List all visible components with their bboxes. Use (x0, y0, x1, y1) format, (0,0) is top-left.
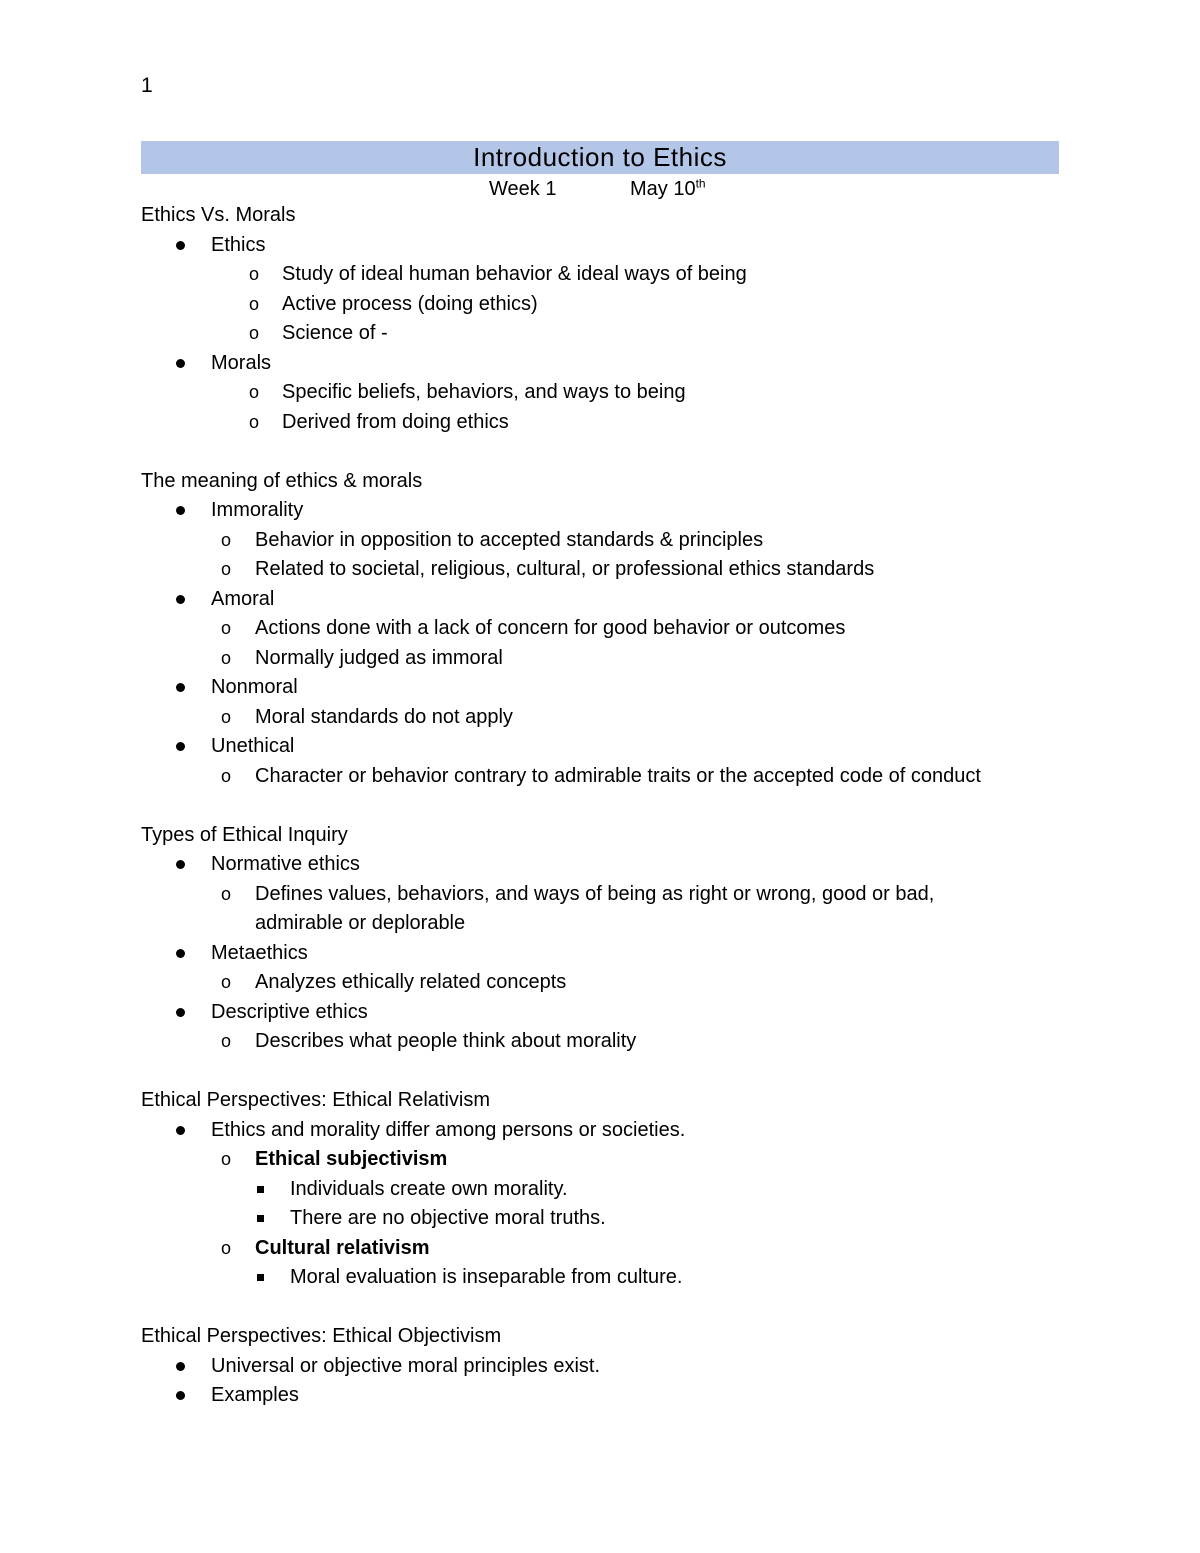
list-item (0, 1027, 1200, 1057)
bullet-square-icon (257, 1274, 264, 1281)
date-label (630, 175, 706, 203)
line-text: Amoral (211, 587, 275, 610)
bullet-circle-icon: o (221, 559, 232, 579)
line-text: Derived from doing ethics (282, 410, 509, 433)
document-title: Introduction to Ethics (141, 141, 1059, 174)
list-item (0, 319, 1200, 349)
line-text: Descriptive ethics (211, 1000, 368, 1023)
line-text: Ethical Perspectives: Ethical Relativism (141, 1089, 491, 1111)
bullet-circle-icon: o (249, 264, 260, 284)
line-text: Describes what people think about morality (255, 1030, 637, 1052)
bullet-circle-icon: o (249, 323, 260, 343)
bullet-circle-icon: o (249, 382, 260, 402)
bullet-dot-icon (176, 241, 185, 250)
bullet-dot-icon (176, 683, 185, 692)
list-item (0, 231, 1200, 261)
list-item (0, 408, 1200, 438)
line-text: Ethical Perspectives: Ethical Objectivism (141, 1325, 502, 1347)
list-item (0, 850, 1200, 880)
blank-line (0, 1293, 1200, 1323)
bullet-dot-icon (176, 1362, 185, 1371)
list-item (0, 644, 1200, 674)
line-text: Immorality (211, 499, 304, 521)
line-text: Normally judged as immoral (255, 646, 503, 669)
line-text: Character or behavior contrary to admirable traits or the accepted code of conduct (255, 764, 981, 787)
line-text: admirable or deplorable (255, 912, 466, 934)
line-text: Examples (211, 1384, 299, 1406)
line-text: Analyzes ethically related concepts (255, 971, 567, 993)
list-item (0, 585, 1200, 615)
line-text: Normative ethics (211, 853, 360, 875)
bullet-circle-icon: o (221, 1031, 232, 1051)
section-heading (0, 1322, 1200, 1352)
line-text: Individuals create own morality. (290, 1177, 568, 1200)
date-superscript: th (695, 176, 706, 191)
bullet-circle-icon: o (221, 647, 232, 668)
bullet-dot-icon (176, 860, 185, 869)
bullet-circle-icon: o (221, 1237, 232, 1258)
bullet-circle-icon: o (221, 1149, 232, 1169)
list-item (0, 1263, 1200, 1293)
bullet-circle-icon: o (221, 618, 232, 638)
line-text: Moral standards do not apply (255, 705, 513, 728)
list-item (0, 998, 1200, 1028)
list-item (0, 526, 1200, 556)
line-text: Ethics Vs. Morals (141, 204, 296, 226)
list-item (0, 555, 1200, 585)
bullet-square-icon (257, 1215, 264, 1222)
bullet-dot-icon (176, 595, 185, 604)
section-heading (0, 467, 1200, 497)
list-item (0, 260, 1200, 290)
list-item (0, 496, 1200, 526)
bullet-dot-icon (176, 949, 185, 958)
bullet-circle-icon: o (249, 293, 260, 314)
list-item (0, 1234, 1200, 1264)
line-text: Types of Ethical Inquiry (141, 823, 348, 846)
line-text: There are no objective moral truths. (290, 1207, 606, 1229)
list-item (0, 939, 1200, 969)
list-item (0, 1381, 1200, 1411)
list-item (0, 1352, 1200, 1382)
bullet-dot-icon (176, 742, 185, 751)
section-heading (0, 1086, 1200, 1116)
line-text: Moral evaluation is inseparable from culture. (290, 1266, 683, 1288)
bullet-dot-icon (176, 1391, 185, 1400)
page-number: 1 (141, 74, 153, 97)
list-item (0, 378, 1200, 408)
bullet-dot-icon (176, 506, 185, 515)
list-item (0, 673, 1200, 703)
line-text: Universal or objective moral principles exist. (211, 1354, 601, 1377)
blank-line (0, 1057, 1200, 1087)
list-item (0, 909, 1200, 939)
list-item (0, 614, 1200, 644)
list-item (0, 1204, 1200, 1234)
line-text: Specific beliefs, behaviors, and ways to being (282, 381, 686, 403)
list-item (0, 703, 1200, 733)
bullet-square-icon (257, 1186, 264, 1193)
blank-line (0, 437, 1200, 467)
list-item (0, 349, 1200, 379)
bullet-dot-icon (176, 359, 185, 368)
line-text: Active process (doing ethics) (282, 292, 538, 315)
line-text: Metaethics (211, 941, 308, 964)
blank-line (0, 791, 1200, 821)
week-label: Week 1 (489, 178, 557, 200)
list-item (0, 1116, 1200, 1146)
list-item (0, 732, 1200, 762)
bullet-dot-icon (176, 1126, 185, 1135)
bullet-circle-icon: o (221, 765, 232, 786)
line-text: Unethical (211, 735, 295, 757)
bullet-circle-icon: o (249, 411, 260, 432)
line-text: Behavior in opposition to accepted standards & principles (255, 528, 764, 551)
list-item (0, 290, 1200, 320)
section-heading (0, 201, 1200, 231)
bullet-circle-icon: o (221, 972, 232, 992)
line-text: Related to societal, religious, cultural, or professional ethics standards (255, 558, 875, 580)
list-item (0, 880, 1200, 910)
line-text: Study of ideal human behavior & ideal ways of being (282, 263, 747, 285)
list-item (0, 968, 1200, 998)
bullet-dot-icon (176, 1008, 185, 1017)
bullet-circle-icon: o (221, 706, 232, 727)
date-text: May 10 (630, 178, 696, 200)
line-text: Ethics (211, 233, 266, 256)
line-text: Ethical subjectivism (255, 1148, 448, 1170)
line-text: Actions done with a lack of concern for good behavior or outcomes (255, 617, 846, 639)
section-heading (0, 821, 1200, 851)
list-item (0, 762, 1200, 792)
bullet-circle-icon: o (221, 883, 232, 904)
line-text: Nonmoral (211, 676, 298, 698)
list-item (0, 1175, 1200, 1205)
line-text: Ethics and morality differ among persons or societies. (211, 1118, 686, 1141)
line-text: Cultural relativism (255, 1236, 430, 1259)
line-text: Defines values, behaviors, and ways of being as right or wrong, good or bad, (255, 882, 935, 905)
list-item (0, 1145, 1200, 1175)
line-text: Science of - (282, 322, 388, 344)
line-text: Morals (211, 351, 272, 374)
bullet-circle-icon: o (221, 529, 232, 550)
outline-content (0, 201, 1200, 1411)
line-text: The meaning of ethics & morals (141, 469, 423, 492)
